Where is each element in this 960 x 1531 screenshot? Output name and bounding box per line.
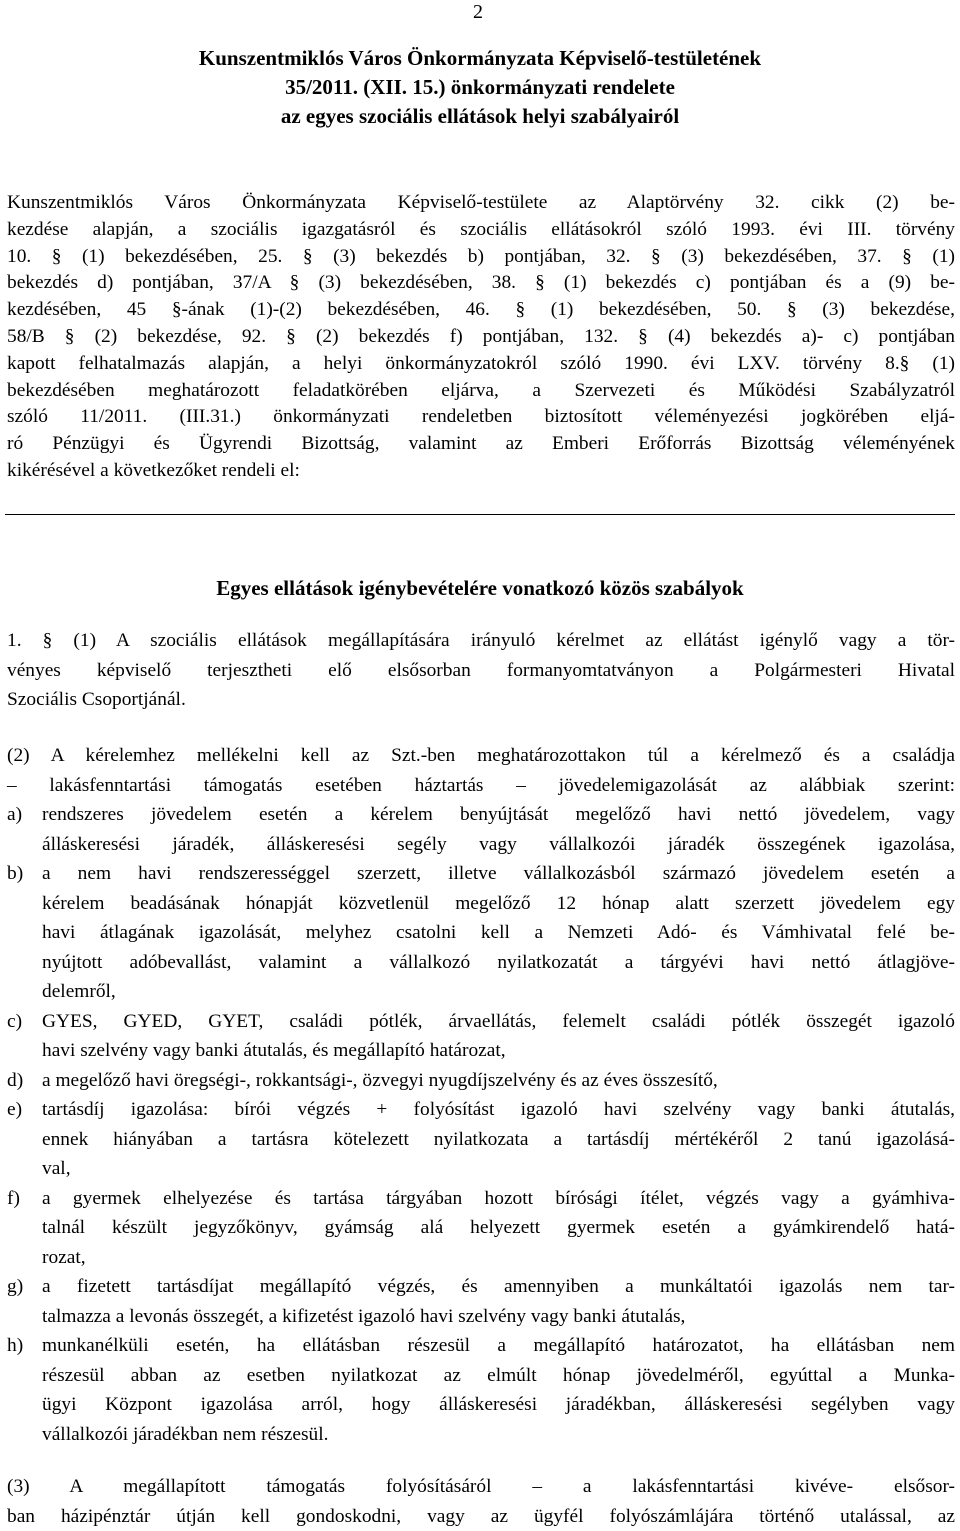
list-item-line: ennek hiányában a tartásra kötelezett nyilatkozata a tartásdíj mértékéről 2 tanú igazolásá- (42, 1125, 955, 1155)
preamble-line: 58/B § (2) bekezdése, 92. § (2) bekezdés f) pontjában, 132. § (4) bekezdés a)- c) pontjában (7, 324, 955, 351)
list-item (7, 1272, 955, 1331)
list-item-line: havi szelvény vagy banki átutalás, és megállapító határozat, (42, 1036, 955, 1066)
list-item-line: val, (42, 1154, 955, 1184)
list-item (7, 859, 955, 1007)
list-item (7, 1184, 955, 1273)
paragraph-line: ban házipénztár útján kell gondoskodni, vagy az ügyfél folyószámlájára történő utalással, az (7, 1502, 955, 1531)
list-item (7, 1095, 955, 1184)
list-item-line: havi átlagának igazolását, melyhez csatolni kell a Nemzeti Adó- és Vámhivatal felé be- (42, 918, 955, 948)
list-item-line: talmazza a levonás összegét, a kifizetést igazoló havi szelvény vagy banki átutalás, (42, 1302, 955, 1332)
title-line: 35/2011. (XII. 15.) önkormányzati rendelete (0, 73, 960, 102)
list-item-line: talnál készült jegyzőkönyv, gyámság alá helyezett gyermek esetén a gyámkirendelő hatá- (42, 1213, 955, 1243)
title-line: Kunszentmiklós Város Önkormányzata Képviselő-testületének (0, 44, 960, 73)
paragraph-2 (7, 741, 955, 800)
page-number: 2 (473, 0, 483, 24)
document-title (0, 44, 960, 131)
list-marker: c) (7, 1007, 22, 1037)
list-item-line: tartásdíj igazolása: bírói végzés + folyósítást igazoló havi szelvény vagy banki átutalás, (42, 1095, 955, 1125)
list-marker: a) (7, 800, 22, 830)
list-item-line: delemről, (42, 977, 955, 1007)
list-item-line: GYES, GYED, GYET, családi pótlék, árvaellátás, felemelt családi pótlék összegét igazoló (42, 1007, 955, 1037)
preamble-line: bekezdésében meghatározott feladatkörében eljárva, a Szervezeti és Működési Szabályzatról (7, 378, 955, 405)
list-item (7, 800, 955, 859)
preamble (7, 190, 955, 485)
list-item-line: a megelőző havi öregségi-, rokkantsági-, özvegyi nyugdíjszelvény és az éves összesítő, (42, 1066, 955, 1096)
list-marker: g) (7, 1272, 23, 1302)
list-item-line: munkanélküli esetén, ha ellátásban részesül a megállapító határozatot, ha ellátásban nem (42, 1331, 955, 1361)
paragraph-line: (3) A megállapított támogatás folyósításáról – a lakásfenntartási kivéve- elsősor- (7, 1472, 955, 1502)
list-item-line: nyújtott adóbevallást, valamint a vállalkozó nyilatkozatát a tárgyévi havi nettó átlagjöve- (42, 948, 955, 978)
paragraph-line: 1. § (1) A szociális ellátások megállapítására irányuló kérelmet az ellátást igénylő vagy a tör- (7, 626, 955, 656)
list-item-line: ügyi Központ igazolása arról, hogy álláskeresési járadékban, álláskeresési segélyben vagy (42, 1390, 955, 1420)
paragraph-line: Szociális Csoportjánál. (7, 685, 955, 715)
preamble-line: kapott felhatalmazás alapján, a helyi önkormányzatokról szóló 1990. évi LXV. törvény 8.§ (1) (7, 351, 955, 378)
preamble-line: szóló 11/2011. (III.31.) önkormányzati rendeletben biztosított véleményezési jogkörében eljá- (7, 404, 955, 431)
list-item-line: vállalkozói járadékban nem részesül. (42, 1420, 955, 1450)
list-item-line: álláskeresési járadék, álláskeresési segély vagy vállalkozói járadék összegének igazolása, (42, 830, 955, 860)
preamble-line: Kunszentmiklós Város Önkormányzata Képviselő-testülete az Alaptörvény 32. cikk (2) be- (7, 190, 955, 217)
list-marker: h) (7, 1331, 23, 1361)
preamble-line: ró Pénzügyi és Ügyrendi Bizottság, valamint az Emberi Erőforrás Bizottság véleményének (7, 431, 955, 458)
section-heading: Egyes ellátások igénybevételére vonatkozó közös szabályok (0, 574, 960, 602)
preamble-line: bekezdés d) pontjában, 37/A § (3) bekezdésében, 38. § (1) bekezdés c) pontjában és a (9) be- (7, 270, 955, 297)
preamble-line: kezdése alapján, a szociális igazgatásról és szociális ellátásokról szóló 1993. évi III. törvény (7, 217, 955, 244)
paragraph-3 (7, 1472, 955, 1531)
list-item-line: a nem havi rendszerességgel szerzett, illetve vállalkozásból származó jövedelem esetén a (42, 859, 955, 889)
paragraph-line: – lakásfenntartási támogatás esetében háztartás – jövedelemigazolását az alábbiak szerint: (7, 771, 955, 801)
list-marker: e) (7, 1095, 22, 1125)
preamble-line: kezdésében, 45 §-ának (1)-(2) bekezdésében, 46. § (1) bekezdésében, 50. § (3) bekezdése, (7, 297, 955, 324)
list-item-line: a fizetett tartásdíjat megállapító végzés, és amennyiben a munkáltatói igazolás nem tar- (42, 1272, 955, 1302)
title-line: az egyes szociális ellátások helyi szabályairól (0, 102, 960, 131)
paragraph-line: vényes képviselő terjesztheti elő elsősorban formanyomtatványon a Polgármesteri Hivatal (7, 656, 955, 686)
list-item-line: kérelem beadásának hónapját közvetlenül megelőző 12 hónap alatt szerzett jövedelem egy (42, 889, 955, 919)
list-item-line: a gyermek elhelyezése és tartása tárgyában hozott bírósági ítélet, végzés vagy a gyámhiva- (42, 1184, 955, 1214)
requirements-list (7, 800, 955, 1449)
preamble-line: kikérésével a következőket rendeli el: (7, 458, 955, 485)
paragraph-line: (2) A kérelemhez mellékelni kell az Szt.-ben meghatározottakon túl a kérelmező és a családja (7, 741, 955, 771)
list-item-line: részesül abban az esetben nyilatkozat az elmúlt hónap jövedelméről, egyúttal a Munka- (42, 1361, 955, 1391)
list-item (7, 1066, 955, 1096)
paragraph-1 (7, 626, 955, 715)
list-marker: d) (7, 1066, 23, 1096)
list-item (7, 1007, 955, 1066)
preamble-line: 10. § (1) bekezdésében, 25. § (3) bekezdés b) pontjában, 32. § (3) bekezdésében, 37. § (1) (7, 244, 955, 271)
horizontal-rule (5, 514, 955, 515)
list-item (7, 1331, 955, 1449)
list-item-line: rozat, (42, 1243, 955, 1273)
list-item-line: rendszeres jövedelem esetén a kérelem benyújtását megelőző havi nettó jövedelem, vagy (42, 800, 955, 830)
list-marker: f) (7, 1184, 20, 1214)
list-marker: b) (7, 859, 23, 889)
